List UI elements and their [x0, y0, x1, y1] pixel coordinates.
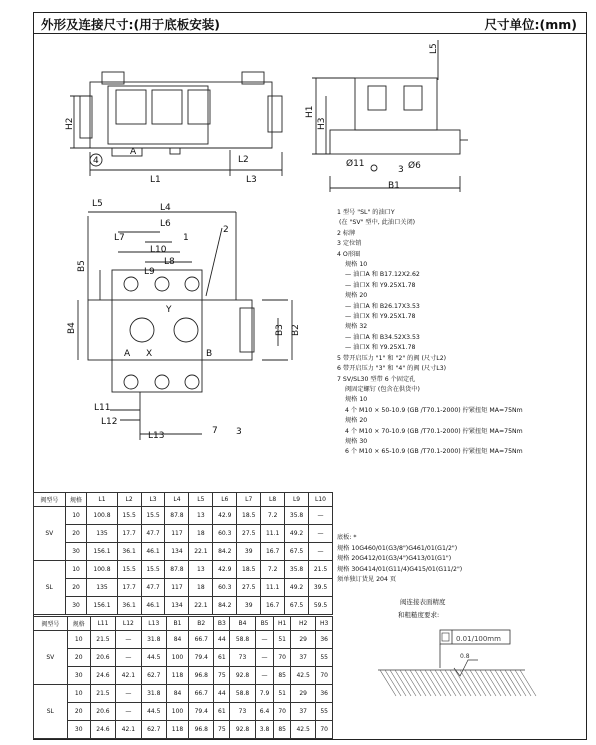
- table-cell: 7.2: [261, 507, 285, 525]
- table-cell: 20: [67, 703, 90, 721]
- table-cell: 15.5: [141, 561, 165, 579]
- table-cell: 17.7: [117, 579, 141, 597]
- dim-L9: L9: [144, 267, 155, 277]
- table-cell: 39: [237, 597, 261, 615]
- table-header-cell: 规格: [65, 493, 87, 507]
- dim-B5: B5: [77, 260, 87, 272]
- note-line: 规格 32: [345, 323, 368, 331]
- table-cell: 134: [165, 543, 189, 561]
- dim-H2: H2: [65, 117, 75, 130]
- table-cell: 84.2: [213, 597, 237, 615]
- base-plate-line: 底板: *: [337, 534, 357, 541]
- table-cell: 36: [316, 631, 333, 649]
- note-line: — 油口A 和 B17.12X2.62: [345, 271, 420, 279]
- table-cell: 29: [290, 685, 315, 703]
- side-view: [312, 40, 468, 192]
- note-line: 7 SV/SL30 型带 6 个固定孔: [337, 375, 416, 383]
- table-header-cell: H3: [316, 617, 333, 631]
- table-cell: 21.5: [90, 631, 115, 649]
- table-cell: 84: [166, 631, 188, 649]
- note-line: — 油口A 和 B34.52X3.53: [345, 333, 420, 341]
- front-view: [70, 72, 282, 176]
- table-cell: —: [116, 631, 141, 649]
- note-line: 规格 10: [345, 261, 368, 269]
- table-cell: 31.8: [141, 631, 166, 649]
- table-cell: 11.1: [261, 525, 285, 543]
- table-header-cell: H1: [274, 617, 291, 631]
- callout-1: 1: [183, 233, 189, 243]
- dim-L5-side: L5: [429, 43, 439, 54]
- table-cell: 6.4: [255, 703, 274, 721]
- dim-L6: L6: [160, 219, 171, 229]
- table-cell: 15.5: [117, 507, 141, 525]
- valve-type-cell: SV: [34, 631, 68, 685]
- table-row: [34, 685, 333, 703]
- table-cell: 31.8: [141, 685, 166, 703]
- callout-2: 2: [223, 225, 229, 235]
- table-header-cell: B2: [189, 617, 214, 631]
- table-cell: 70: [274, 649, 291, 667]
- table-cell: 60.3: [213, 525, 237, 543]
- table-cell: 49.2: [285, 525, 309, 543]
- dim-L7: L7: [114, 233, 125, 243]
- table-cell: 20: [65, 579, 87, 597]
- page-title: 外形及连接尺寸:(用于底板安装): [41, 17, 220, 32]
- table-cell: 87.8: [165, 561, 189, 579]
- unit-label: 尺寸单位:(mm): [484, 17, 577, 32]
- table-cell: 87.8: [165, 507, 189, 525]
- dim-H1: H1: [305, 105, 315, 118]
- dim-L5: L5: [92, 199, 103, 209]
- table-cell: 15.5: [117, 561, 141, 579]
- table-cell: 44: [214, 631, 230, 649]
- table-cell: 85: [274, 721, 291, 739]
- table-cell: 30: [65, 543, 87, 561]
- table-row: [34, 721, 333, 739]
- note-line: 5 带开启压力 "1" 和 "2" 的阀 (尺寸L2): [337, 354, 447, 362]
- table-header-cell: B3: [214, 617, 230, 631]
- table-cell: 30: [67, 721, 90, 739]
- table-cell: —: [309, 525, 333, 543]
- table-cell: 42.1: [116, 667, 141, 685]
- table-cell: 135: [87, 525, 117, 543]
- table-cell: 27.5: [237, 525, 261, 543]
- note-line: 阀固定螺钉 (包含在供货中): [345, 385, 420, 393]
- port-A: A: [124, 349, 131, 359]
- table-row: [34, 649, 333, 667]
- table-cell: 39.5: [309, 579, 333, 597]
- table-cell: 10: [67, 631, 90, 649]
- dim-L8: L8: [164, 257, 175, 267]
- table-cell: 18: [189, 525, 213, 543]
- table-cell: 51: [274, 685, 291, 703]
- port-X: X: [146, 349, 153, 359]
- table-cell: 42.9: [213, 507, 237, 525]
- table-cell: 61: [214, 649, 230, 667]
- table-row: [34, 561, 333, 579]
- table-cell: 17.7: [117, 525, 141, 543]
- table-cell: 18.5: [237, 561, 261, 579]
- dim-L12: L12: [101, 417, 118, 427]
- table-cell: 18: [189, 579, 213, 597]
- table-cell: 27.5: [237, 579, 261, 597]
- table-cell: 47.7: [141, 525, 165, 543]
- table-cell: 59.5: [309, 597, 333, 615]
- table-header-cell: H2: [290, 617, 315, 631]
- table-header-cell: L7: [237, 493, 261, 507]
- table-header-cell: L1: [87, 493, 117, 507]
- table-cell: 67.5: [285, 543, 309, 561]
- table-cell: 73: [230, 649, 255, 667]
- note-line: 1 型号 "SL" 的油口Y: [337, 209, 395, 216]
- table-cell: 96.8: [189, 721, 214, 739]
- table-cell: 79.4: [189, 703, 214, 721]
- dimension-table-2: [33, 616, 333, 739]
- table-cell: 96.8: [189, 667, 214, 685]
- note-line: 6 带开启压力 "3" 和 "4" 的阀 (尺寸L3): [337, 365, 447, 373]
- table-cell: 24.6: [90, 667, 115, 685]
- table-cell: 67.5: [285, 597, 309, 615]
- table-cell: 84.2: [213, 543, 237, 561]
- table-cell: 35.8: [285, 561, 309, 579]
- dim-L2: L2: [238, 155, 249, 165]
- note-line: 规格 30: [345, 437, 368, 445]
- base-plate-list: [337, 533, 462, 586]
- valve-type-cell: SL: [34, 685, 68, 739]
- table-cell: 156.1: [87, 543, 117, 561]
- table-cell: 21.5: [90, 685, 115, 703]
- table-cell: 36.1: [117, 597, 141, 615]
- notes-list: [337, 208, 582, 458]
- valve-type-cell: SV: [34, 507, 66, 561]
- table-cell: 35.8: [285, 507, 309, 525]
- table-cell: 13: [189, 507, 213, 525]
- note-line: 4 个 M10 × 50-10.9 (GB /T70.1-2000) 拧紧扭矩 MA=75Nm: [345, 406, 523, 414]
- table-cell: 100.8: [87, 507, 117, 525]
- table-cell: 100: [166, 703, 188, 721]
- table-cell: 30: [65, 597, 87, 615]
- base-plate-line: 须单独订货见 204 页: [337, 576, 397, 584]
- table-cell: 84: [166, 685, 188, 703]
- table-header-cell: L4: [165, 493, 189, 507]
- table-cell: 18.5: [237, 507, 261, 525]
- table-cell: 55: [316, 649, 333, 667]
- note-line: 规格 20: [345, 292, 368, 300]
- surface-finish-sub: 和粗糙度要求:: [398, 611, 440, 619]
- table-cell: 3.8: [255, 721, 274, 739]
- table-cell: 156.1: [87, 597, 117, 615]
- table-cell: —: [309, 507, 333, 525]
- note-line: — 油口X 和 Y9.25X1.78: [345, 313, 416, 321]
- base-plate-line: 规格 10G460/01(G3/8")G461/01(G1/2"): [337, 544, 458, 552]
- port-A-front: A: [130, 147, 137, 157]
- table-cell: 16.7: [261, 597, 285, 615]
- table-cell: 49.2: [285, 579, 309, 597]
- table-cell: 42.5: [290, 721, 315, 739]
- dim-d6: Ø6: [408, 161, 421, 171]
- table-cell: 66.7: [189, 685, 214, 703]
- callout-3: 3: [236, 427, 242, 437]
- table-cell: 92.8: [230, 721, 255, 739]
- table-cell: 42.5: [290, 667, 315, 685]
- table-cell: —: [255, 649, 274, 667]
- note-line: 6 个 M10 × 65-10.9 (GB /T70.1-2000) 拧紧扭矩 MA=75Nm: [345, 448, 523, 456]
- table-row: [34, 631, 333, 649]
- table-header-cell: B5: [255, 617, 274, 631]
- table-cell: 117: [165, 579, 189, 597]
- table-header-cell: B1: [166, 617, 188, 631]
- dim-H3: H3: [317, 117, 327, 130]
- table-row: [34, 507, 333, 525]
- table-cell: 24.6: [90, 721, 115, 739]
- table-cell: 58.8: [230, 685, 255, 703]
- table-cell: —: [309, 543, 333, 561]
- table-cell: —: [255, 667, 274, 685]
- flatness-value: 0.01/100mm: [456, 635, 501, 643]
- dim-B3: B3: [275, 324, 285, 336]
- table-row: [34, 703, 333, 721]
- table-header-cell: B4: [230, 617, 255, 631]
- table-cell: 15.5: [141, 507, 165, 525]
- table-cell: 7.2: [261, 561, 285, 579]
- table-row: [34, 667, 333, 685]
- table-cell: —: [255, 631, 274, 649]
- table-row: [34, 543, 333, 561]
- note-line: 4 个 M10 × 70-10.9 (GB /T70.1-2000) 拧紧扭矩 MA=75Nm: [345, 427, 523, 435]
- table-cell: 44: [214, 685, 230, 703]
- table-cell: 13: [189, 561, 213, 579]
- table-cell: 58.8: [230, 631, 255, 649]
- note-line: — 油口X 和 Y9.25X1.78: [345, 344, 416, 352]
- table-header-cell: L3: [141, 493, 165, 507]
- table-cell: 100: [166, 649, 188, 667]
- table-cell: 118: [166, 667, 188, 685]
- table-cell: 22.1: [189, 597, 213, 615]
- table-row: [34, 597, 333, 615]
- table-row: [34, 579, 333, 597]
- table-header-cell: L9: [285, 493, 309, 507]
- surface-finish-block: [400, 597, 446, 619]
- table-cell: 70: [316, 721, 333, 739]
- note-line: 2 标牌: [337, 229, 356, 237]
- dim-d11: Ø11: [346, 159, 365, 169]
- table-cell: 70: [316, 667, 333, 685]
- table-cell: 37: [290, 649, 315, 667]
- table-cell: 75: [214, 667, 230, 685]
- table-cell: 20.6: [90, 703, 115, 721]
- table-cell: 20: [67, 649, 90, 667]
- note-line: 规格 10: [345, 396, 368, 404]
- table-cell: 135: [87, 579, 117, 597]
- table-cell: 70: [274, 703, 291, 721]
- table-cell: 61: [214, 703, 230, 721]
- roughness-value: 0.8: [460, 653, 470, 660]
- dim-L10: L10: [150, 245, 167, 255]
- table-cell: 11.1: [261, 579, 285, 597]
- note-line: 规格 20: [345, 417, 368, 425]
- table-cell: 62.7: [141, 721, 166, 739]
- base-plate-line: 规格 20G412/01(G3/4")G413/01(G1"): [337, 555, 452, 563]
- table-cell: 29: [290, 631, 315, 649]
- dim-L13: L13: [148, 431, 165, 441]
- note-line: (在 "SV" 型中, 此油口关闭): [339, 219, 416, 227]
- table-cell: 39: [237, 543, 261, 561]
- dim-B2: B2: [291, 324, 301, 336]
- table-cell: 42.9: [213, 561, 237, 579]
- table-cell: 30: [67, 667, 90, 685]
- table-cell: 10: [67, 685, 90, 703]
- table-cell: 73: [230, 703, 255, 721]
- table-cell: 100.8: [87, 561, 117, 579]
- table-cell: —: [116, 703, 141, 721]
- table-header-cell: L5: [189, 493, 213, 507]
- dimension-table-1: [33, 492, 333, 615]
- table-cell: 51: [274, 631, 291, 649]
- table-cell: 55: [316, 703, 333, 721]
- table-cell: 37: [290, 703, 315, 721]
- table-row: [34, 525, 333, 543]
- table-cell: 16.7: [261, 543, 285, 561]
- table-header-cell: L8: [261, 493, 285, 507]
- table-header-cell: L2: [117, 493, 141, 507]
- table-cell: —: [116, 649, 141, 667]
- table-cell: 79.4: [189, 649, 214, 667]
- table-cell: 10: [65, 561, 87, 579]
- table-header-cell: 规格: [67, 617, 90, 631]
- note-line: — 油口A 和 B26.17X3.53: [345, 302, 420, 310]
- table-cell: 60.3: [213, 579, 237, 597]
- dim-L1: L1: [150, 175, 161, 185]
- note-line: 4 O形圈: [337, 250, 361, 258]
- dim-L11: L11: [94, 403, 111, 413]
- table-cell: 85: [274, 667, 291, 685]
- table-cell: 20.6: [90, 649, 115, 667]
- table-header-cell: L12: [116, 617, 141, 631]
- table-header-cell: L13: [141, 617, 166, 631]
- dim-B4: B4: [67, 322, 77, 334]
- dim-B1: B1: [388, 181, 400, 191]
- table-cell: 36.1: [117, 543, 141, 561]
- callout-7: 7: [212, 426, 218, 436]
- dim-L4: L4: [160, 203, 171, 213]
- table-cell: 10: [65, 507, 87, 525]
- table-cell: 22.1: [189, 543, 213, 561]
- table-cell: 42.1: [116, 721, 141, 739]
- table-cell: 66.7: [189, 631, 214, 649]
- table-cell: 20: [65, 525, 87, 543]
- table-cell: 44.5: [141, 703, 166, 721]
- note-line: — 油口X 和 Y9.25X1.78: [345, 281, 416, 289]
- table-cell: 47.7: [141, 579, 165, 597]
- surface-finish-title: 阀连接表面精度: [400, 598, 446, 606]
- table-header-cell: 阀型号: [34, 617, 68, 631]
- callout-3-side: 3: [398, 165, 404, 175]
- table-cell: 21.5: [309, 561, 333, 579]
- table-header-cell: L10: [309, 493, 333, 507]
- table-header-cell: L6: [213, 493, 237, 507]
- valve-type-cell: SL: [34, 561, 66, 615]
- port-B: B: [206, 349, 213, 359]
- table-cell: 36: [316, 685, 333, 703]
- table-cell: 118: [166, 721, 188, 739]
- table-cell: 134: [165, 597, 189, 615]
- table-cell: 62.7: [141, 667, 166, 685]
- table-header-cell: L11: [90, 617, 115, 631]
- table-header-cell: 阀型号: [34, 493, 66, 507]
- table-cell: 117: [165, 525, 189, 543]
- table-cell: 44.5: [141, 649, 166, 667]
- callout-4: 4: [93, 156, 99, 166]
- table-cell: 46.1: [141, 597, 165, 615]
- table-cell: 46.1: [141, 543, 165, 561]
- table-cell: 7.9: [255, 685, 274, 703]
- table-cell: —: [116, 685, 141, 703]
- note-line: 3 定位销: [337, 240, 362, 248]
- port-Y: Y: [166, 305, 172, 315]
- table-cell: 92.8: [230, 667, 255, 685]
- base-plate-line: 规格 30G414/01(G11/4)G415/01(G11/2"): [337, 565, 463, 573]
- dim-L3: L3: [246, 175, 257, 185]
- table-cell: 75: [214, 721, 230, 739]
